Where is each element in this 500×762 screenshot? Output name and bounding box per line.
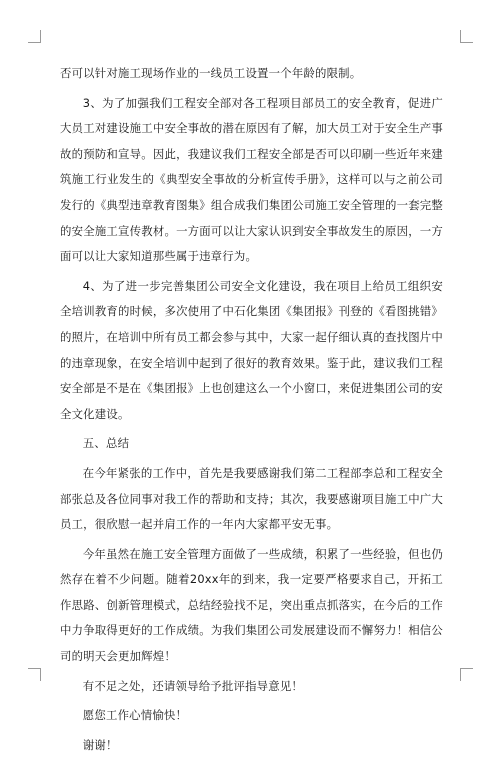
document-body: [60, 61, 443, 762]
section-heading-summary: 五、总结: [82, 436, 130, 451]
crop-mark-top-right: [460, 30, 473, 43]
paragraph-request-feedback: 有不足之处，还请领导给予批评指导意见！: [82, 678, 304, 693]
crop-mark-bottom-left: [28, 668, 41, 681]
crop-mark-top-left: [28, 30, 41, 43]
paragraph-item-3: 3、为了加强我们工程安全部对各工程项目部员工的安全教育，促进广大员工对建设施工中安全事故的潜在原因有了解，加大员工对于安全生产事故的预防和宣导。因此，我建议我们工程安全部是否可以印刷一些近年来建筑施工行业发生的《典型安全事故的分析宣传手册》，这样可以与之前公司发行的《典型违章教育图集》组合成我们集团公司施工安全管理的一套完整的安全施工宣传教材。一方面可以让大家认识到安全事故发生的原因，一方面可以让大家知道那些属于违章行为。: [60, 95, 443, 264]
paragraph-wishes: 愿您工作心情愉快！: [82, 708, 188, 723]
paragraph-closing: 谢谢！: [82, 737, 118, 752]
paragraph-thanks: 在今年紧张的工作中，首先是我要感谢我们第二工程部李总和工程安全部张总及各位同事对我工作的帮助和支持；其次，我要感谢项目施工中广大员工，很欣慰一起并肩工作的一年内大家都平安无事。: [60, 465, 443, 532]
paragraph-item-4: 4、为了进一步完善集团公司安全文化建设，我在项目上给员工组织安全培训教育的时候，多次使用了中石化集团《集团报》刊登的《看图挑错》的照片，在培训中所有员工都会参与其中，大家一起仔细认真的查找图片中的违章现象，在安全培训中起到了很好的教育效果。鉴于此，建议我们工程安全部是不是在《集团报》上也创建这么一个小窗口，来促进集团公司的安全文化建设。: [60, 278, 443, 421]
crop-mark-bottom-right: [460, 668, 473, 681]
paragraph-outlook: 今年虽然在施工安全管理方面做了一些成绩，积累了一些经验，但也仍然存在着不少问题。随着20xx年的到来，我一定要严格要求自己，开拓工作思路、创新管理模式，总结经验找不足，突出重点抓落实，在今后的工作中力争取得更好的工作成绩。为我们集团公司发展建设而不懈努力！相信公司的明天会更加辉煌！: [60, 546, 443, 664]
paragraph-continuation: 否可以针对施工现场作业的一线员工设置一个年龄的限制。: [60, 66, 362, 80]
